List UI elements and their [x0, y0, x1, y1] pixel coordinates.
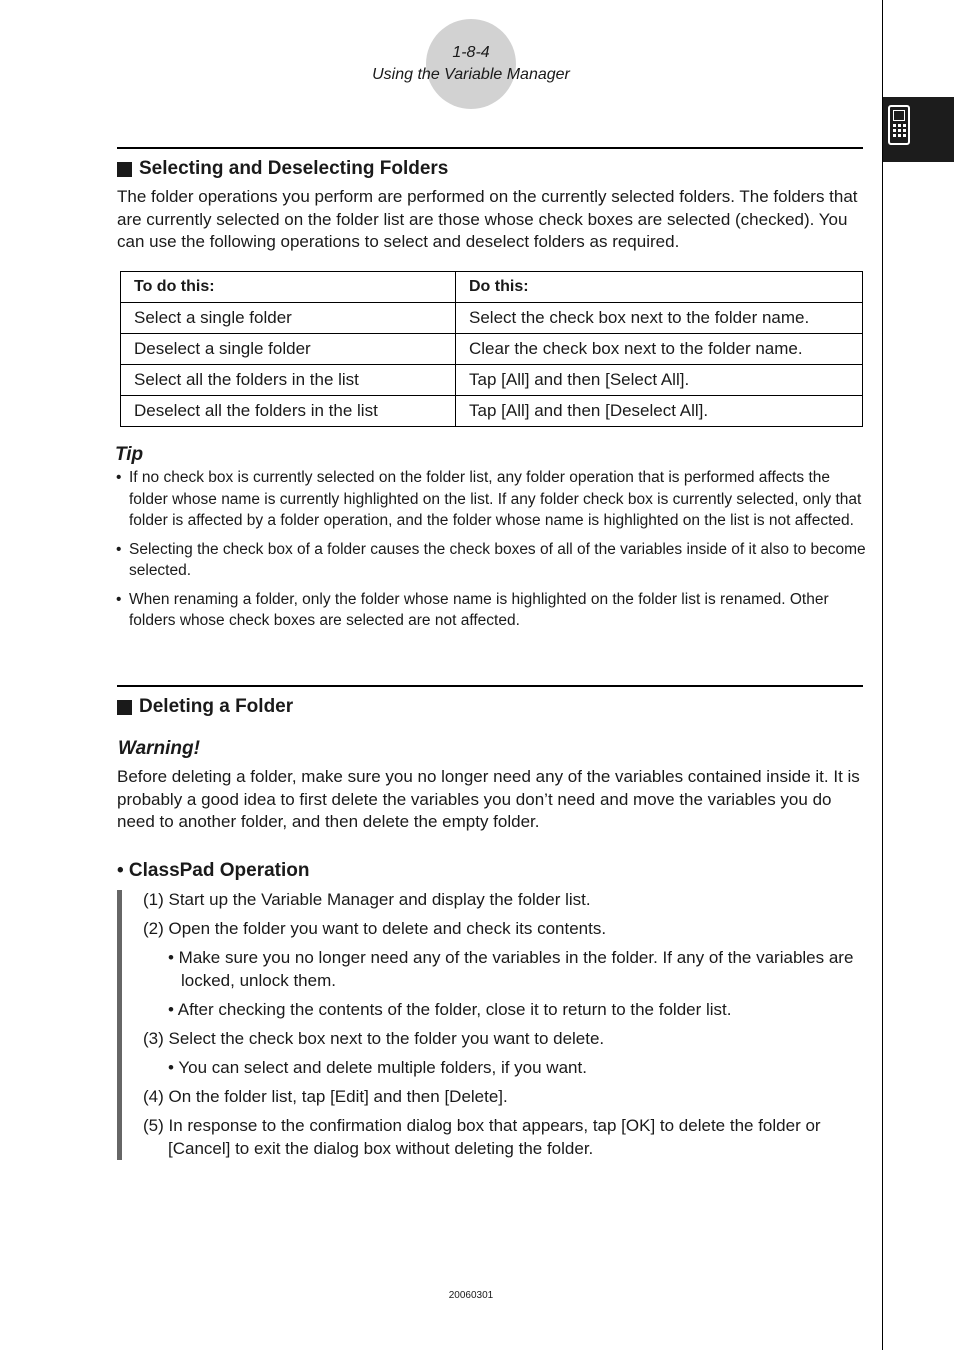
list-item: • Selecting the check box of a folder causes the check boxes of all of the variables inside of it also to become selected.	[116, 539, 866, 582]
sub-step-item: • Make sure you no longer need any of the variables in the folder. If any of the variables are locked, unlock them.	[168, 948, 854, 990]
page-subtitle: Using the Variable Manager	[372, 66, 570, 83]
square-bullet-icon	[117, 700, 132, 715]
table-cell: Select a single folder	[121, 303, 456, 334]
table-row	[121, 365, 863, 396]
operations-table	[120, 271, 863, 427]
header-circle	[426, 19, 516, 109]
square-bullet-icon	[117, 162, 132, 177]
step-item: (4) On the folder list, tap [Edit] and then [Delete].	[143, 1087, 508, 1107]
step-item: (1) Start up the Variable Manager and display the folder list.	[143, 890, 591, 909]
list-item: • If no check box is currently selected on the folder list, any folder operation that is performed affects the folder whose name is currently highlighted on the list. If any folder check box is currently selected, only that folder is affected by a folder operation, and the folder whose name is highlighted on the list is not affected.	[116, 467, 866, 532]
step-item: (3) Select the check box next to the folder you want to delete.	[143, 1028, 605, 1048]
table-header-cell: Do this:	[456, 272, 863, 303]
warning-label: Warning!	[118, 738, 200, 759]
page-number: 1-8-4	[452, 44, 490, 61]
table-cell: Tap [All] and then [Select All].	[456, 365, 863, 396]
table-cell: Select all the folders in the list	[121, 365, 456, 396]
warning-paragraph: Before deleting a folder, make sure you no longer need any of the variables contained inside it. It is probably a good idea to first delete the variables you don’t need and move the variables you do need to another folder, and then delete the empty folder.	[117, 767, 860, 832]
intro-paragraph: The folder operations you perform are performed on the currently selected folders. The folders that are currently selected on the folder list are those whose check boxes are selected (checked). You can use the following operations to select and deselect folders as required.	[117, 187, 858, 252]
step-item: (5) In response to the confirmation dialog box that appears, tap [OK] to delete the folder or [Cancel] to exit the dialog box without deleting the folder.	[143, 1116, 821, 1158]
table-header-cell: To do this:	[121, 272, 456, 303]
sub-step-item: • After checking the contents of the folder, close it to return to the folder list.	[168, 999, 732, 1019]
table-cell: Clear the check box next to the folder name.	[456, 334, 863, 365]
footer-code: 20060301	[448, 1290, 494, 1301]
tip-list	[116, 467, 866, 638]
section-rule	[117, 685, 863, 687]
operation-steps	[143, 889, 863, 1167]
operation-bar	[117, 890, 122, 1160]
section-heading-selecting: Selecting and Deselecting Folders	[117, 158, 448, 180]
section-heading-deleting: Deleting a Folder	[117, 696, 293, 718]
list-item: • When renaming a folder, only the folder whose name is highlighted on the folder list is renamed. Other folders whose check boxes are selected are not affected.	[116, 589, 866, 632]
section-rule	[117, 147, 863, 149]
step-item: (2) Open the folder you want to delete and check its contents.	[143, 919, 607, 939]
table-cell: Select the check box next to the folder name.	[456, 303, 863, 334]
margin-line	[882, 0, 883, 1350]
operation-heading: • ClassPad Operation	[117, 860, 310, 881]
table-row	[121, 334, 863, 365]
table-cell: Deselect all the folders in the list	[121, 396, 456, 427]
table-cell: Tap [All] and then [Deselect All].	[456, 396, 863, 427]
table-row	[121, 396, 863, 427]
side-tab[interactable]	[883, 97, 954, 162]
calculator-icon	[888, 105, 910, 145]
table-cell: Deselect a single folder	[121, 334, 456, 365]
sub-step-item: • You can select and delete multiple folders, if you want.	[168, 1058, 587, 1078]
table-header-row	[121, 272, 863, 303]
table-row	[121, 303, 863, 334]
tip-label: Tip	[115, 444, 144, 465]
